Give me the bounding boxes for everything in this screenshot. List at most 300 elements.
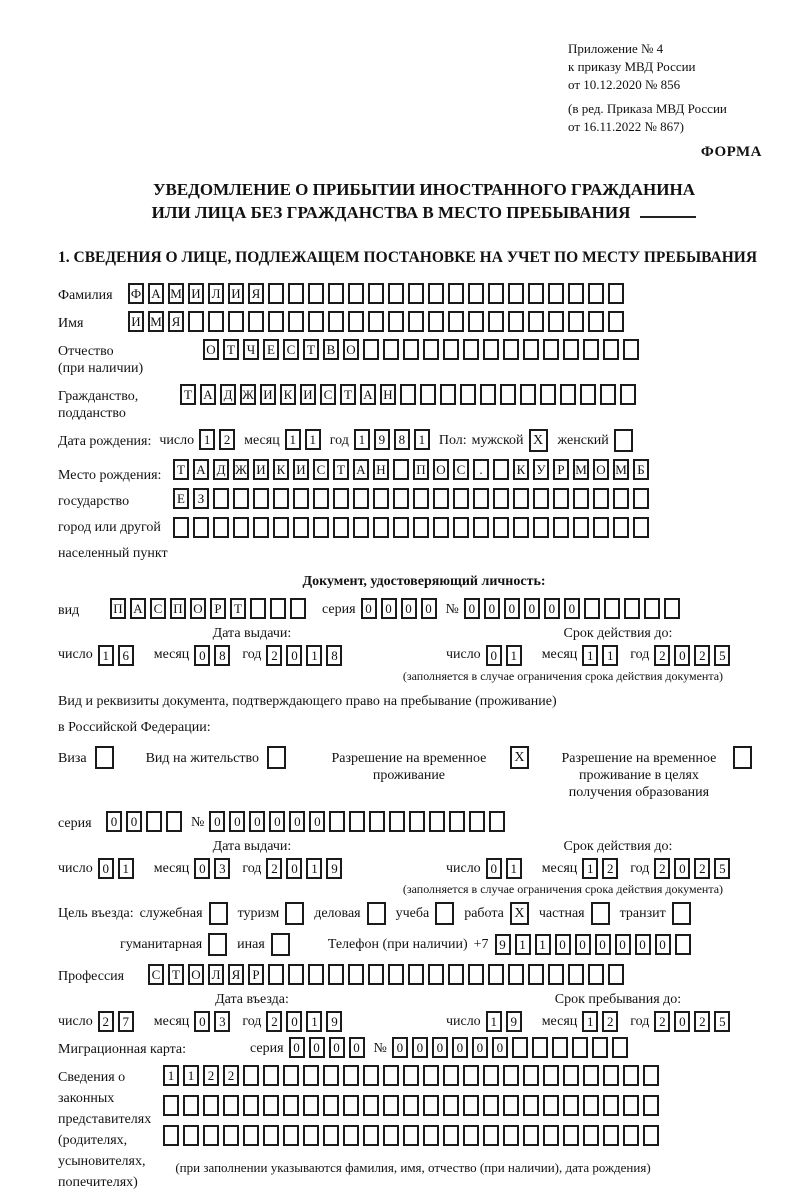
char-cell[interactable]: 0 <box>472 1037 488 1058</box>
char-cell[interactable]: 0 <box>392 1037 408 1058</box>
char-cell[interactable] <box>393 488 409 509</box>
char-cell[interactable]: 2 <box>98 1011 114 1032</box>
char-cell[interactable]: Т <box>180 384 196 405</box>
char-cell[interactable] <box>393 517 409 538</box>
char-cell[interactable] <box>613 517 629 538</box>
purpose-transit-checkbox[interactable] <box>672 902 691 925</box>
char-cell[interactable]: О <box>593 459 609 480</box>
char-cell[interactable]: 1 <box>354 429 370 450</box>
char-cell[interactable]: 6 <box>118 645 134 666</box>
char-cell[interactable] <box>488 964 504 985</box>
char-cell[interactable] <box>363 1095 379 1116</box>
char-cell[interactable] <box>408 964 424 985</box>
char-cell[interactable]: 7 <box>118 1011 134 1032</box>
char-cell[interactable] <box>568 283 584 304</box>
char-cell[interactable]: 5 <box>714 645 730 666</box>
purpose-work-checkbox[interactable]: X <box>510 902 529 925</box>
char-cell[interactable]: С <box>320 384 336 405</box>
char-cell[interactable] <box>388 283 404 304</box>
char-cell[interactable]: С <box>148 964 164 985</box>
char-cell[interactable] <box>523 1125 539 1146</box>
char-cell[interactable] <box>548 283 564 304</box>
char-cell[interactable]: 1 <box>163 1065 179 1086</box>
char-cell[interactable] <box>323 1095 339 1116</box>
char-cell[interactable]: 2 <box>266 1011 282 1032</box>
char-cell[interactable] <box>283 1125 299 1146</box>
sex-male-checkbox[interactable]: X <box>529 429 548 452</box>
char-cell[interactable]: 0 <box>524 598 540 619</box>
char-cell[interactable]: 0 <box>349 1037 365 1058</box>
char-cell[interactable]: 2 <box>203 1065 219 1086</box>
char-cell[interactable]: Т <box>303 339 319 360</box>
char-cell[interactable]: О <box>190 598 206 619</box>
char-cell[interactable] <box>604 598 620 619</box>
char-cell[interactable]: Ч <box>243 339 259 360</box>
char-cell[interactable]: А <box>200 384 216 405</box>
char-cell[interactable] <box>163 1125 179 1146</box>
char-cell[interactable] <box>348 311 364 332</box>
char-cell[interactable] <box>328 964 344 985</box>
char-cell[interactable] <box>463 339 479 360</box>
char-cell[interactable]: 9 <box>374 429 390 450</box>
char-cell[interactable]: 2 <box>223 1065 239 1086</box>
char-cell[interactable]: 0 <box>106 811 122 832</box>
char-cell[interactable]: 0 <box>492 1037 508 1058</box>
char-cell[interactable] <box>503 1125 519 1146</box>
char-cell[interactable]: 0 <box>615 934 631 955</box>
char-cell[interactable] <box>383 339 399 360</box>
char-cell[interactable]: У <box>533 459 549 480</box>
char-cell[interactable] <box>363 1125 379 1146</box>
char-cell[interactable] <box>563 1125 579 1146</box>
char-cell[interactable]: 0 <box>635 934 651 955</box>
char-cell[interactable] <box>460 384 476 405</box>
char-cell[interactable] <box>409 811 425 832</box>
char-cell[interactable]: 0 <box>421 598 437 619</box>
char-cell[interactable]: 2 <box>654 858 670 879</box>
char-cell[interactable]: 0 <box>674 858 690 879</box>
char-cell[interactable]: Д <box>220 384 236 405</box>
char-cell[interactable]: 1 <box>535 934 551 955</box>
char-cell[interactable] <box>308 311 324 332</box>
char-cell[interactable] <box>423 339 439 360</box>
char-cell[interactable] <box>400 384 416 405</box>
char-cell[interactable]: П <box>413 459 429 480</box>
char-cell[interactable]: М <box>148 311 164 332</box>
char-cell[interactable] <box>603 1065 619 1086</box>
char-cell[interactable]: 0 <box>464 598 480 619</box>
char-cell[interactable]: 0 <box>286 645 302 666</box>
char-cell[interactable]: А <box>360 384 376 405</box>
char-cell[interactable] <box>553 517 569 538</box>
char-cell[interactable] <box>223 1095 239 1116</box>
char-cell[interactable] <box>343 1065 359 1086</box>
char-cell[interactable]: 9 <box>326 1011 342 1032</box>
char-cell[interactable]: 1 <box>602 645 618 666</box>
char-cell[interactable] <box>620 384 636 405</box>
char-cell[interactable] <box>468 964 484 985</box>
purpose-other-checkbox[interactable] <box>271 933 290 956</box>
char-cell[interactable] <box>213 488 229 509</box>
temp-residence-checkbox[interactable]: X <box>510 746 529 769</box>
char-cell[interactable] <box>303 1065 319 1086</box>
char-cell[interactable]: Т <box>223 339 239 360</box>
char-cell[interactable]: 0 <box>575 934 591 955</box>
char-cell[interactable] <box>273 517 289 538</box>
char-cell[interactable] <box>583 339 599 360</box>
char-cell[interactable] <box>253 517 269 538</box>
char-cell[interactable] <box>532 1037 548 1058</box>
char-cell[interactable] <box>283 1065 299 1086</box>
char-cell[interactable]: М <box>168 283 184 304</box>
char-cell[interactable] <box>166 811 182 832</box>
char-cell[interactable]: И <box>293 459 309 480</box>
char-cell[interactable] <box>560 384 576 405</box>
char-cell[interactable] <box>303 1095 319 1116</box>
char-cell[interactable]: Т <box>230 598 246 619</box>
char-cell[interactable]: Н <box>373 459 389 480</box>
char-cell[interactable] <box>243 1095 259 1116</box>
char-cell[interactable]: 1 <box>199 429 215 450</box>
char-cell[interactable]: 9 <box>495 934 511 955</box>
char-cell[interactable] <box>303 1125 319 1146</box>
char-cell[interactable]: 0 <box>555 934 571 955</box>
char-cell[interactable] <box>463 1065 479 1086</box>
char-cell[interactable]: К <box>280 384 296 405</box>
char-cell[interactable] <box>643 1095 659 1116</box>
char-cell[interactable]: С <box>453 459 469 480</box>
char-cell[interactable] <box>183 1125 199 1146</box>
char-cell[interactable] <box>223 1125 239 1146</box>
char-cell[interactable]: 2 <box>694 645 710 666</box>
visa-checkbox[interactable] <box>95 746 114 769</box>
purpose-business-checkbox[interactable] <box>367 902 386 925</box>
char-cell[interactable]: 0 <box>486 858 502 879</box>
char-cell[interactable] <box>313 488 329 509</box>
char-cell[interactable] <box>469 811 485 832</box>
char-cell[interactable] <box>203 1125 219 1146</box>
char-cell[interactable] <box>408 283 424 304</box>
char-cell[interactable] <box>283 1095 299 1116</box>
char-cell[interactable] <box>503 339 519 360</box>
char-cell[interactable] <box>243 1065 259 1086</box>
char-cell[interactable] <box>500 384 516 405</box>
sex-female-checkbox[interactable] <box>614 429 633 452</box>
char-cell[interactable] <box>592 1037 608 1058</box>
char-cell[interactable]: О <box>343 339 359 360</box>
char-cell[interactable] <box>588 283 604 304</box>
char-cell[interactable]: 2 <box>654 645 670 666</box>
char-cell[interactable]: 5 <box>714 858 730 879</box>
char-cell[interactable] <box>308 964 324 985</box>
char-cell[interactable] <box>383 1125 399 1146</box>
char-cell[interactable] <box>248 311 264 332</box>
char-cell[interactable] <box>584 598 600 619</box>
char-cell[interactable] <box>408 311 424 332</box>
char-cell[interactable]: В <box>323 339 339 360</box>
char-cell[interactable] <box>448 964 464 985</box>
char-cell[interactable] <box>623 1065 639 1086</box>
residence-permit-checkbox[interactable] <box>267 746 286 769</box>
char-cell[interactable] <box>433 488 449 509</box>
char-cell[interactable] <box>313 517 329 538</box>
char-cell[interactable]: 9 <box>506 1011 522 1032</box>
char-cell[interactable] <box>593 517 609 538</box>
char-cell[interactable] <box>373 517 389 538</box>
char-cell[interactable]: Я <box>168 311 184 332</box>
char-cell[interactable] <box>263 1065 279 1086</box>
char-cell[interactable] <box>383 1065 399 1086</box>
char-cell[interactable]: 1 <box>506 645 522 666</box>
char-cell[interactable] <box>523 1065 539 1086</box>
char-cell[interactable]: 1 <box>306 858 322 879</box>
char-cell[interactable] <box>468 311 484 332</box>
char-cell[interactable]: А <box>148 283 164 304</box>
char-cell[interactable] <box>508 311 524 332</box>
char-cell[interactable]: И <box>228 283 244 304</box>
char-cell[interactable]: З <box>193 488 209 509</box>
char-cell[interactable]: С <box>150 598 166 619</box>
char-cell[interactable]: Я <box>248 283 264 304</box>
char-cell[interactable] <box>489 811 505 832</box>
char-cell[interactable] <box>483 1095 499 1116</box>
char-cell[interactable] <box>523 1095 539 1116</box>
char-cell[interactable] <box>473 517 489 538</box>
char-cell[interactable] <box>268 964 284 985</box>
char-cell[interactable] <box>349 811 365 832</box>
char-cell[interactable]: М <box>573 459 589 480</box>
char-cell[interactable]: 3 <box>214 858 230 879</box>
purpose-tourism-checkbox[interactable] <box>285 902 304 925</box>
char-cell[interactable]: А <box>353 459 369 480</box>
char-cell[interactable]: 8 <box>394 429 410 450</box>
char-cell[interactable] <box>429 811 445 832</box>
char-cell[interactable] <box>413 488 429 509</box>
char-cell[interactable]: 0 <box>209 811 225 832</box>
char-cell[interactable] <box>528 283 544 304</box>
char-cell[interactable]: И <box>128 311 144 332</box>
char-cell[interactable] <box>633 517 649 538</box>
char-cell[interactable] <box>573 488 589 509</box>
char-cell[interactable]: 0 <box>544 598 560 619</box>
char-cell[interactable] <box>369 811 385 832</box>
char-cell[interactable] <box>293 488 309 509</box>
char-cell[interactable]: 2 <box>266 858 282 879</box>
char-cell[interactable]: Л <box>208 283 224 304</box>
char-cell[interactable] <box>593 488 609 509</box>
char-cell[interactable] <box>583 1095 599 1116</box>
char-cell[interactable] <box>203 1095 219 1116</box>
char-cell[interactable] <box>543 1065 559 1086</box>
char-cell[interactable]: 5 <box>714 1011 730 1032</box>
char-cell[interactable]: Ф <box>128 283 144 304</box>
purpose-private-checkbox[interactable] <box>591 902 610 925</box>
char-cell[interactable] <box>233 517 249 538</box>
char-cell[interactable] <box>633 488 649 509</box>
char-cell[interactable] <box>523 339 539 360</box>
char-cell[interactable] <box>563 339 579 360</box>
char-cell[interactable] <box>603 1095 619 1116</box>
char-cell[interactable] <box>329 811 345 832</box>
char-cell[interactable] <box>288 964 304 985</box>
char-cell[interactable] <box>388 311 404 332</box>
char-cell[interactable]: 0 <box>249 811 265 832</box>
char-cell[interactable] <box>328 311 344 332</box>
char-cell[interactable]: 0 <box>504 598 520 619</box>
char-cell[interactable]: 0 <box>412 1037 428 1058</box>
char-cell[interactable] <box>608 311 624 332</box>
char-cell[interactable] <box>173 517 189 538</box>
char-cell[interactable] <box>273 488 289 509</box>
char-cell[interactable]: 0 <box>309 811 325 832</box>
char-cell[interactable] <box>443 1065 459 1086</box>
char-cell[interactable] <box>388 964 404 985</box>
char-cell[interactable] <box>543 1095 559 1116</box>
char-cell[interactable]: 0 <box>484 598 500 619</box>
char-cell[interactable]: 0 <box>564 598 580 619</box>
char-cell[interactable] <box>343 1125 359 1146</box>
char-cell[interactable] <box>493 517 509 538</box>
char-cell[interactable] <box>588 964 604 985</box>
char-cell[interactable] <box>644 598 660 619</box>
char-cell[interactable] <box>513 517 529 538</box>
char-cell[interactable] <box>448 283 464 304</box>
char-cell[interactable]: 0 <box>452 1037 468 1058</box>
char-cell[interactable] <box>623 339 639 360</box>
char-cell[interactable] <box>548 964 564 985</box>
char-cell[interactable] <box>343 1095 359 1116</box>
char-cell[interactable] <box>193 517 209 538</box>
char-cell[interactable] <box>603 339 619 360</box>
char-cell[interactable]: 1 <box>506 858 522 879</box>
char-cell[interactable] <box>353 517 369 538</box>
char-cell[interactable] <box>675 934 691 955</box>
char-cell[interactable]: 0 <box>286 858 302 879</box>
char-cell[interactable] <box>664 598 680 619</box>
char-cell[interactable] <box>493 459 509 480</box>
char-cell[interactable]: 0 <box>289 1037 305 1058</box>
char-cell[interactable] <box>513 488 529 509</box>
char-cell[interactable]: 8 <box>326 645 342 666</box>
char-cell[interactable]: 1 <box>486 1011 502 1032</box>
char-cell[interactable] <box>613 488 629 509</box>
char-cell[interactable]: И <box>188 283 204 304</box>
char-cell[interactable]: 1 <box>285 429 301 450</box>
char-cell[interactable] <box>453 517 469 538</box>
char-cell[interactable]: 1 <box>183 1065 199 1086</box>
char-cell[interactable] <box>548 311 564 332</box>
char-cell[interactable] <box>403 339 419 360</box>
char-cell[interactable]: Е <box>263 339 279 360</box>
char-cell[interactable]: Т <box>173 459 189 480</box>
char-cell[interactable]: 2 <box>602 858 618 879</box>
char-cell[interactable]: 0 <box>269 811 285 832</box>
char-cell[interactable] <box>503 1095 519 1116</box>
char-cell[interactable] <box>268 283 284 304</box>
char-cell[interactable] <box>323 1125 339 1146</box>
char-cell[interactable] <box>503 1065 519 1086</box>
char-cell[interactable]: А <box>193 459 209 480</box>
char-cell[interactable]: Н <box>380 384 396 405</box>
char-cell[interactable] <box>533 488 549 509</box>
char-cell[interactable]: 2 <box>654 1011 670 1032</box>
char-cell[interactable] <box>488 283 504 304</box>
char-cell[interactable] <box>146 811 162 832</box>
char-cell[interactable] <box>263 1125 279 1146</box>
char-cell[interactable]: 1 <box>305 429 321 450</box>
char-cell[interactable] <box>208 311 224 332</box>
char-cell[interactable] <box>250 598 266 619</box>
char-cell[interactable] <box>403 1065 419 1086</box>
char-cell[interactable]: 0 <box>674 645 690 666</box>
char-cell[interactable]: Ж <box>233 459 249 480</box>
char-cell[interactable]: 0 <box>432 1037 448 1058</box>
char-cell[interactable]: 0 <box>329 1037 345 1058</box>
char-cell[interactable] <box>449 811 465 832</box>
char-cell[interactable] <box>643 1125 659 1146</box>
char-cell[interactable] <box>488 311 504 332</box>
char-cell[interactable]: 2 <box>266 645 282 666</box>
char-cell[interactable] <box>508 283 524 304</box>
char-cell[interactable] <box>583 1065 599 1086</box>
char-cell[interactable]: 0 <box>289 811 305 832</box>
char-cell[interactable] <box>580 384 596 405</box>
char-cell[interactable] <box>268 311 284 332</box>
char-cell[interactable]: 0 <box>286 1011 302 1032</box>
char-cell[interactable]: 1 <box>98 645 114 666</box>
char-cell[interactable] <box>363 339 379 360</box>
char-cell[interactable]: 0 <box>126 811 142 832</box>
char-cell[interactable] <box>428 964 444 985</box>
char-cell[interactable] <box>323 1065 339 1086</box>
char-cell[interactable]: Т <box>340 384 356 405</box>
char-cell[interactable] <box>608 964 624 985</box>
char-cell[interactable]: И <box>300 384 316 405</box>
char-cell[interactable]: Р <box>553 459 569 480</box>
char-cell[interactable] <box>512 1037 528 1058</box>
char-cell[interactable] <box>423 1095 439 1116</box>
char-cell[interactable] <box>543 339 559 360</box>
char-cell[interactable] <box>608 283 624 304</box>
char-cell[interactable] <box>308 283 324 304</box>
char-cell[interactable]: 1 <box>306 1011 322 1032</box>
char-cell[interactable] <box>624 598 640 619</box>
char-cell[interactable] <box>493 488 509 509</box>
char-cell[interactable] <box>413 517 429 538</box>
char-cell[interactable] <box>293 517 309 538</box>
char-cell[interactable]: 2 <box>694 858 710 879</box>
char-cell[interactable]: 0 <box>229 811 245 832</box>
char-cell[interactable]: П <box>110 598 126 619</box>
char-cell[interactable]: А <box>130 598 146 619</box>
char-cell[interactable]: Я <box>228 964 244 985</box>
purpose-humanitarian-checkbox[interactable] <box>208 933 227 956</box>
char-cell[interactable]: 0 <box>194 858 210 879</box>
char-cell[interactable]: Ж <box>240 384 256 405</box>
char-cell[interactable]: Е <box>173 488 189 509</box>
char-cell[interactable] <box>463 1095 479 1116</box>
char-cell[interactable] <box>563 1095 579 1116</box>
char-cell[interactable]: Д <box>213 459 229 480</box>
char-cell[interactable]: П <box>170 598 186 619</box>
char-cell[interactable] <box>333 517 349 538</box>
char-cell[interactable] <box>600 384 616 405</box>
char-cell[interactable]: 0 <box>98 858 114 879</box>
char-cell[interactable]: 8 <box>214 645 230 666</box>
char-cell[interactable] <box>253 488 269 509</box>
char-cell[interactable]: 0 <box>486 645 502 666</box>
char-cell[interactable] <box>363 1065 379 1086</box>
